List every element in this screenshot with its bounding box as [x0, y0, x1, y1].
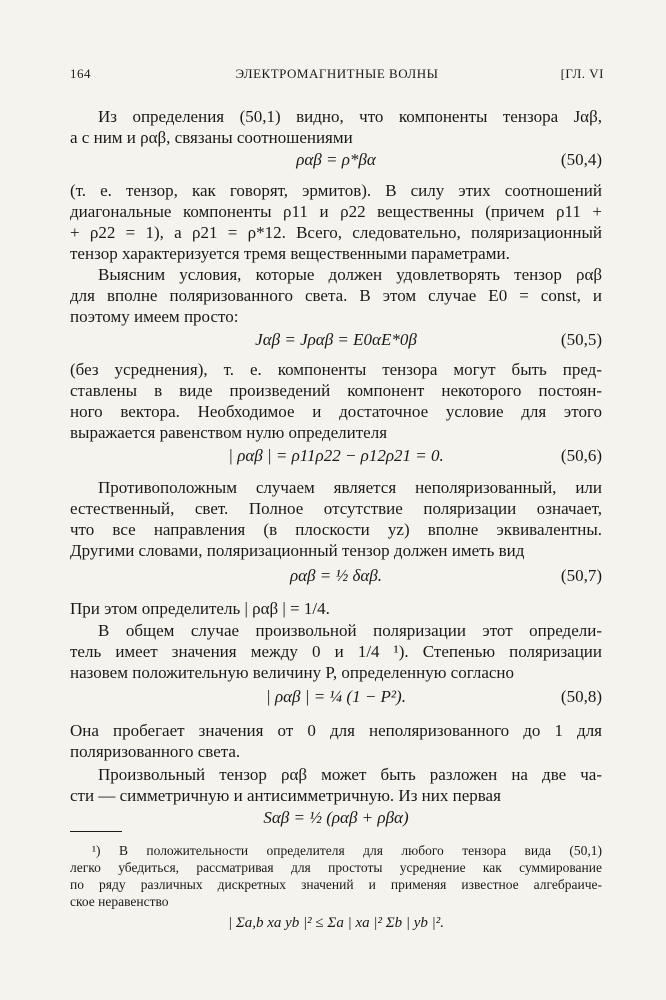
text-line: В общем случае произвольной поляризации этот определи-: [98, 621, 602, 640]
text-line: назовем положительную величину P, определенную согласно: [70, 663, 515, 682]
footnote-rule: [70, 831, 122, 832]
running-title: ЭЛЕКТРОМАГНИТНЫЕ ВОЛНЫ: [235, 66, 439, 81]
text-line: выражается равенством нулю определителя: [70, 423, 388, 442]
text-line: сти — симметричную и антисимметричную. Из них первая: [70, 786, 501, 805]
equation-number: (50,6): [560, 446, 602, 465]
text-line: поэтому имеем просто:: [70, 307, 239, 326]
text-line: тель имеет значения между 0 и 1/4 ¹). Степенью поляризации: [70, 642, 602, 661]
equation-50-4: [70, 147, 602, 173]
equation-number: (50,7): [560, 566, 602, 585]
text-line: Она пробегает значения от 0 для неполяризованного до 1 для: [70, 721, 602, 740]
text-line: диагональные компоненты ρ11 и ρ22 вещественны (причем ρ11 +: [70, 202, 602, 221]
equation-number: (50,4): [560, 150, 602, 169]
equation-formula: ραβ = ρ*βα: [296, 150, 376, 169]
equation-50-5: [70, 327, 602, 353]
text-line: поляризованного света.: [70, 742, 241, 761]
equation-50-6: [70, 443, 602, 469]
text-line: При этом определитель | ραβ | = 1/4.: [70, 599, 330, 618]
text-line: Противоположным случаем является неполяризованный, или: [98, 478, 602, 497]
equation-number: (50,5): [560, 330, 602, 349]
text-line: ставлены в виде произведений компонент некоторого постоян-: [70, 381, 602, 400]
text-line: тензор характеризуется тремя вещественными параметрами.: [70, 244, 510, 263]
equation-50-7: [70, 563, 602, 589]
equation-number: (50,8): [560, 687, 602, 706]
text-line: Выясним условия, которые должен удовлетворять тензор ραβ: [98, 265, 602, 284]
text-line: (без усреднения), т. е. компоненты тензора могут быть пред-: [70, 360, 602, 379]
text-line: естественный, свет. Полное отсутствие поляризации означает,: [70, 499, 602, 518]
footnote-line: ское неравенство: [70, 894, 169, 909]
text-line: Из определения (50,1) видно, что компоненты тензора Jαβ,: [98, 107, 602, 126]
text-line: а с ним и ραβ, связаны соотношениями: [70, 128, 353, 147]
text-line: для вполне поляризованного света. В этом случае E0 = const, и: [70, 286, 602, 305]
footnote-line: легко убедиться, рассматривая для простоты усреднение как суммирование: [70, 860, 602, 875]
text-line: Произвольный тензор ραβ может быть разложен на две ча-: [98, 765, 602, 784]
footnote-line: по ряду различных дискретных значений и применяя известное алгебраиче-: [70, 877, 602, 892]
equation-symmetric-part: [70, 805, 602, 831]
equation-formula: | ραβ | = ρ11ρ22 − ρ12ρ21 = 0.: [228, 446, 444, 465]
text-line: что все направления (в плоскости yz) вполне эквивалентны.: [70, 520, 602, 539]
equation-formula: Jαβ = Jραβ = E0αE*0β: [255, 330, 417, 349]
text-line: ного вектора. Необходимое и достаточное условие для этого: [70, 402, 602, 421]
text-line: (т. е. тензор, как говорят, эрмитов). В силу этих соотношений: [70, 181, 602, 200]
page-number: 164: [70, 66, 91, 81]
footnote-line: ¹) В положительности определителя для любого тензора вида (50,1): [92, 843, 602, 858]
running-header: [70, 66, 604, 86]
chapter-label: [ГЛ. VI: [560, 66, 604, 81]
footnote-inequality: | Σa,b xa yb |² ≤ Σa | xa |² Σb | yb |².: [227, 915, 445, 931]
equation-formula: ραβ = ½ δαβ.: [289, 566, 383, 585]
equation-formula: | ραβ | = ¼ (1 − P²).: [266, 687, 406, 706]
equation-formula: Sαβ = ½ (ραβ + ρβα): [263, 808, 409, 827]
text-line: + ρ22 = 1), а ρ21 = ρ*12. Всего, следовательно, поляризационный: [70, 223, 602, 242]
text-line: Другими словами, поляризационный тензор должен иметь вид: [70, 541, 525, 560]
equation-50-8: [70, 684, 602, 710]
